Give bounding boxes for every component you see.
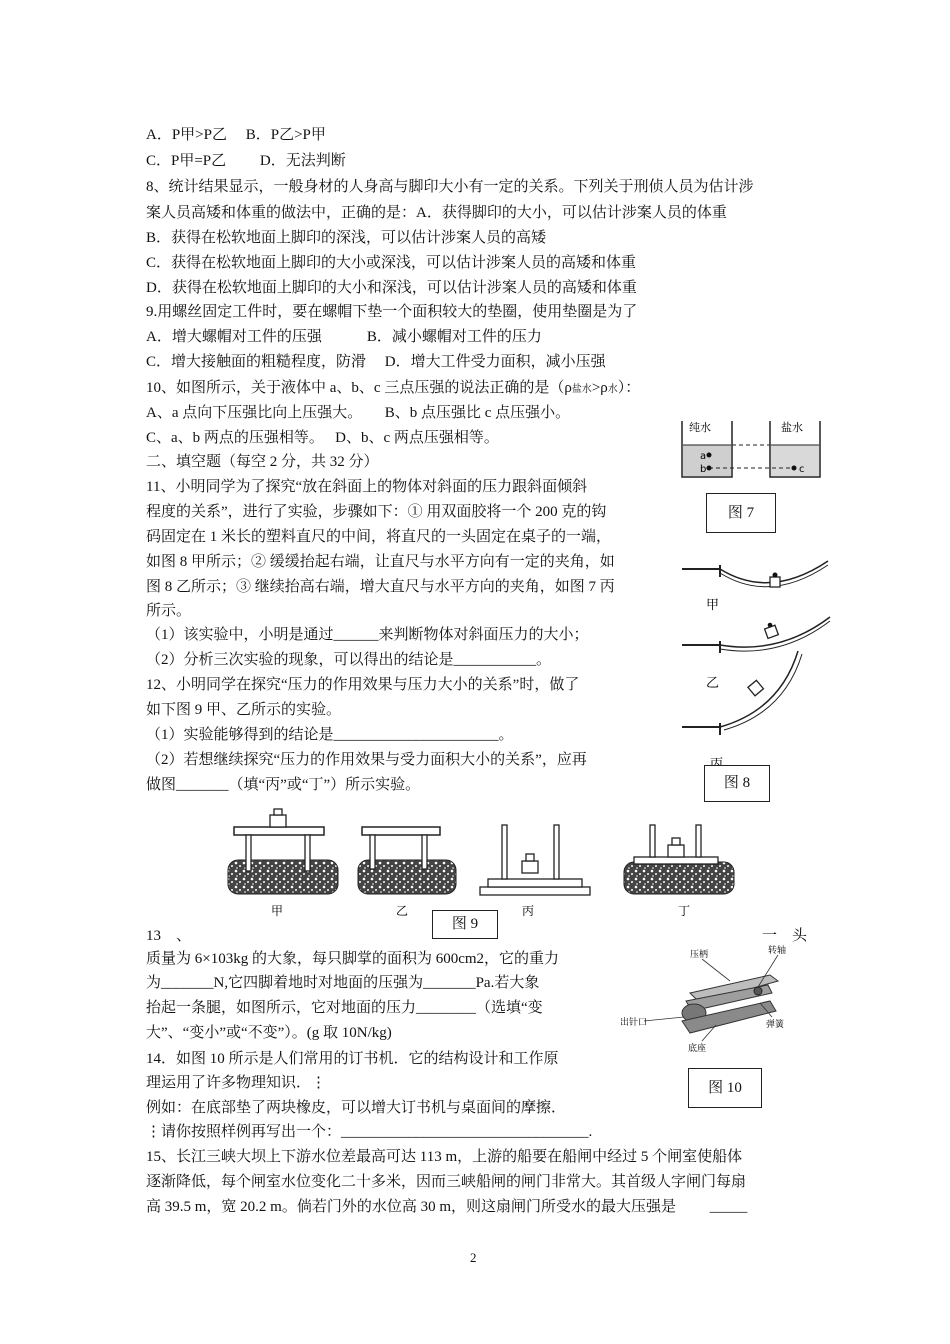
q11-part2: （2）分析三次实验的现象，可以得出的结论是___________。 bbox=[146, 652, 552, 668]
fig8-label-jia: 甲 bbox=[706, 598, 720, 613]
figure-10-caption: 图 10 bbox=[688, 1068, 762, 1108]
fig9-label-jia: 甲 bbox=[271, 904, 284, 918]
q8-option-d: D．获得在松软地面上脚印的大小和深浅，可以估计涉案人员的高矮和体重 bbox=[146, 280, 637, 296]
q11-line1: 11、小明同学为了探究“放在斜面上的物体对斜面的压力跟斜面倾斜 bbox=[146, 479, 588, 495]
q10-stem-text: 10、如图所示，关于液体中 a、b、c 三点压强的说法正确的是（ρ bbox=[146, 380, 572, 396]
q13-line1-end: 一 头 bbox=[762, 928, 808, 944]
q7-options-cd: C．P甲=P乙 D．无法判断 bbox=[146, 153, 346, 169]
q7-options-ab: A．P甲>P乙 B．P乙>P甲 bbox=[146, 127, 326, 143]
q14-prompt: ⋮请你按照样例再写出一个：_________________________________. bbox=[146, 1124, 593, 1140]
q10-stem-end: ）： bbox=[617, 380, 641, 396]
q10-options-cd: C、a、b 两点的压强相等。 D、b、c 两点压强相等。 bbox=[146, 430, 499, 446]
q8-stem-line1: 8、统计结果显示，一般身材的人身高与脚印大小有一定的关系。下列关于刑侦人员为估计涉 bbox=[146, 179, 754, 195]
q12-part1: （1）实验能够得到的结论是______________________。 bbox=[146, 727, 514, 743]
fig9-label-bing: 丙 bbox=[522, 904, 535, 918]
figure-7-caption: 图 7 bbox=[706, 493, 776, 533]
q15-line1: 15、长江三峡大坝上下游水位差最高可达 113 m，上游的船要在船闸中经过 5 个闸室使船体 bbox=[146, 1149, 743, 1165]
q10-gt: >ρ bbox=[591, 380, 608, 396]
fig9-label-ding: 丁 bbox=[678, 904, 691, 918]
q14-example: 例如：在底部垫了两块橡皮，可以增大订书机与桌面间的摩擦． bbox=[146, 1100, 567, 1116]
q12-part2-cont: 做图_______（填“丙”或“丁”）所示实验。 bbox=[146, 777, 421, 793]
q11-line4: 如图 8 甲所示；② 缓缓抬起右端，让直尺与水平方向有一定的夹角，如 bbox=[146, 554, 615, 570]
q8-option-b: B．获得在松软地面上脚印的深浅，可以估计涉案人员的高矮 bbox=[146, 230, 547, 246]
fig8-label-yi: 乙 bbox=[706, 676, 720, 691]
fig10-label-handle: 压柄 bbox=[690, 950, 709, 960]
fig10-label-outlet: 出针口 bbox=[620, 1018, 648, 1028]
figure-8-rulers bbox=[680, 555, 840, 775]
q11-line2: 程度的关系”，进行了实验，步骤如下：① 用双面胶将一个 200 克的钩 bbox=[146, 504, 607, 520]
section-2-heading: 二、填空题（每空 2 分，共 32 分） bbox=[146, 454, 379, 470]
q11-part1: （1）该实验中，小明是通过______来判断物体对斜面压力的大小； bbox=[146, 627, 589, 643]
q12-line1: 12、小明同学在探究“压力的作用效果与压力大小的关系”时，做了 bbox=[146, 677, 580, 693]
q13-line3: 为_______N,它四脚着地时对地面的压强为_______Pa.若大象 bbox=[146, 975, 540, 991]
fig7-point-a: a bbox=[700, 451, 707, 462]
q13-line5: 大”、“变小”或“不变”）。(g 取 10N/kg) bbox=[146, 1025, 392, 1041]
q8-option-c: C．获得在松软地面上脚印的大小或深浅，可以估计涉案人员的高矮和体重 bbox=[146, 255, 637, 271]
q15-line3: 高 39.5 m，宽 20.2 m。倘若门外的水位高 30 m，则这扇闸门所受水的最大压强是 _____ bbox=[146, 1199, 748, 1215]
q10-stem bbox=[146, 378, 640, 400]
fig7-point-b: b bbox=[700, 464, 707, 475]
fig10-label-spring: 弹簧 bbox=[766, 1020, 785, 1030]
q13-line2: 质量为 6×103kg 的大象，每只脚掌的面积为 600cm2，它的重力 bbox=[146, 951, 560, 967]
figure-9-experiments bbox=[210, 805, 750, 925]
q11-line3: 码固定在 1 米长的塑料直尺的中间，将直尺的一头固定在桌子的一端， bbox=[146, 529, 612, 545]
q14-line2: 理运用了许多物理知识．⋮ bbox=[146, 1075, 327, 1091]
q13-number: 13 、 bbox=[146, 928, 192, 944]
q8-stem-line2: 案人员高矮和体重的做法中，正确的是：A．获得脚印的大小，可以估计涉案人员的体重 bbox=[146, 205, 727, 221]
figure-9-caption: 图 9 bbox=[432, 910, 498, 939]
figure-7-beakers bbox=[676, 415, 836, 485]
fig7-label-salt-water: 盐水 bbox=[781, 421, 803, 434]
q9-options-ab: A．增大螺帽对工件的压强 B．减小螺帽对工件的压力 bbox=[146, 329, 542, 345]
figure-8-caption: 图 8 bbox=[704, 765, 770, 802]
page-number: 2 bbox=[470, 1250, 477, 1265]
q10-options-ab: A、a 点向下压强比向上压强大。 B、b 点压强比 c 点压强小。 bbox=[146, 405, 571, 421]
figure-10-stapler bbox=[620, 945, 790, 1055]
q14-line1: 14．如图 10 所示是人们常用的订书机．它的结构设计和工作原 bbox=[146, 1051, 559, 1067]
q15-line2: 逐渐降低，每个闸室水位变化二十多米，因而三峡船闸的闸门非常大。其首级人字闸门每扇 bbox=[146, 1174, 747, 1190]
q10-sub-saltwater: 盐水 bbox=[571, 384, 592, 395]
q9-options-cd: C．增大接触面的粗糙程度，防滑 D．增大工件受力面积，减小压强 bbox=[146, 354, 606, 370]
fig7-point-c: c bbox=[799, 464, 805, 475]
q13-line4: 抬起一条腿，如图所示，它对地面的压力________（选填“变 bbox=[146, 1000, 543, 1016]
q9-stem: 9.用螺丝固定工件时，要在螺帽下垫一个面积较大的垫圈，使用垫圈是为了 bbox=[146, 304, 638, 320]
q11-line6: 所示。 bbox=[146, 603, 192, 619]
fig9-label-yi: 乙 bbox=[396, 904, 409, 918]
fig10-label-axis: 转轴 bbox=[768, 946, 787, 956]
fig10-label-base: 底座 bbox=[688, 1044, 707, 1054]
q11-line5: 图 8 乙所示；③ 继续抬高右端，增大直尺与水平方向的夹角，如图 7 丙 bbox=[146, 579, 615, 595]
q10-sub-water: 水 bbox=[607, 384, 618, 395]
fig7-label-pure-water: 纯水 bbox=[689, 421, 711, 434]
q12-part2: （2）若想继续探究“压力的作用效果与受力面积大小的关系”，应再 bbox=[146, 752, 587, 768]
q12-line2: 如下图 9 甲、乙所示的实验。 bbox=[146, 702, 342, 718]
